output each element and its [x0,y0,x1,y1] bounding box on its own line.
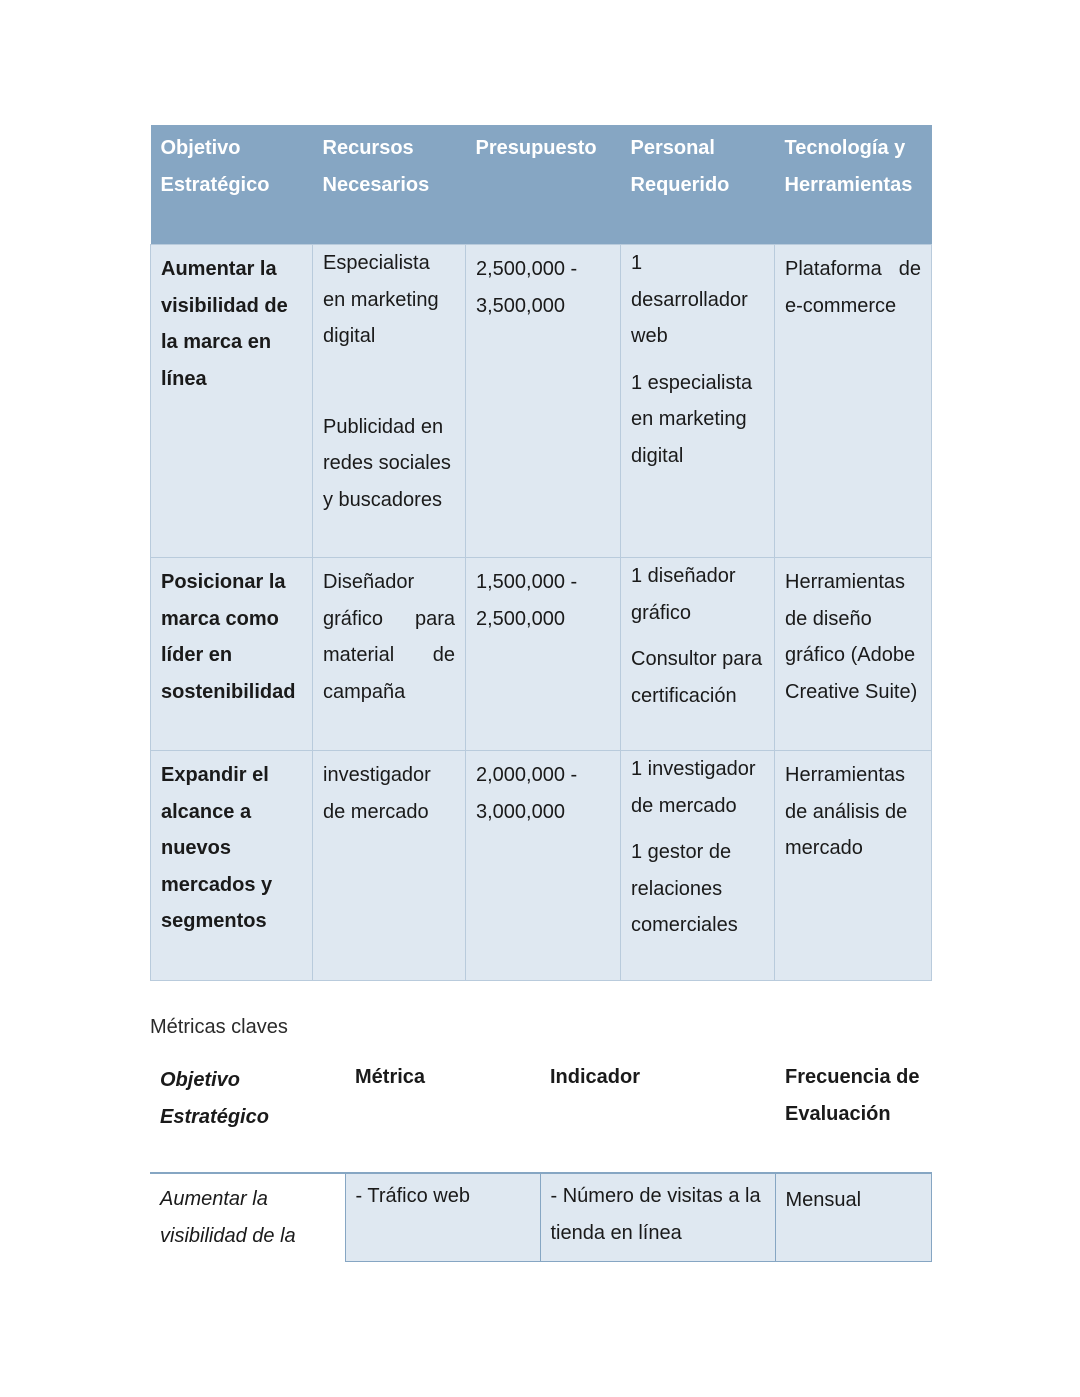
header-objective: Objetivo Estratégico [151,125,313,245]
objective-cell: Aumentar la visibilidad de la marca en línea [151,245,313,558]
table-row [151,751,932,981]
objective-cell: Expandir el alcance a nuevos mercados y segmentos [151,751,313,981]
budget-cell: 1,500,000 - 2,500,000 [466,558,621,751]
resources-cell: investigador de mercado [313,751,466,981]
resources-cell: Diseñador gráfico para material de campaña [313,558,466,751]
budget-cell: 2,000,000 - 3,000,000 [466,751,621,981]
header-resources: Recursos Necesarios [313,125,466,245]
resources-cell: Especialista en marketing digital Publicidad en redes sociales y buscadores [313,245,466,558]
metrics-table-header [150,1055,931,1173]
metrics-frequency-cell: Mensual [775,1173,931,1262]
metrics-table [150,1055,932,1262]
metrics-metric-cell: - Tráfico web [345,1173,540,1262]
table-row [150,1173,931,1262]
tools-cell: Herramientas de diseño gráfico (Adobe Creative Suite) [775,558,932,751]
objective-cell: Posicionar la marca como líder en sostenibilidad [151,558,313,751]
header-tools: Tecnología y Herramientas [775,125,932,245]
metrics-caption: Métricas claves [150,1016,288,1038]
table-row [151,245,932,558]
resources-table [150,125,932,981]
table-row [151,558,932,751]
metrics-header-frequency: Frecuencia de Evaluación [775,1055,931,1173]
budget-cell: 2,500,000 - 3,500,000 [466,245,621,558]
metrics-header-metric: Métrica [345,1055,540,1173]
staff-cell: 1 desarrollador web 1 especialista en marketing digital [621,245,775,558]
header-budget: Presupuesto [466,125,621,245]
header-staff: Personal Requerido [621,125,775,245]
metrics-objective-cell: Aumentar la visibilidad de la [160,1188,296,1247]
metrics-indicator-cell: - Número de visitas a la tienda en línea [540,1173,775,1262]
tools-cell: Herramientas de análisis de mercado [775,751,932,981]
staff-cell: 1 investigador de mercado 1 gestor de relaciones comerciales [621,751,775,981]
metrics-header-objective: Objetivo Estratégico [150,1055,345,1173]
tools-cell: Plataforma de e-commerce [775,245,932,558]
staff-cell: 1 diseñador gráfico Consultor para certificación [621,558,775,751]
resources-table-header [151,125,932,245]
metrics-header-indicator: Indicador [540,1055,775,1173]
